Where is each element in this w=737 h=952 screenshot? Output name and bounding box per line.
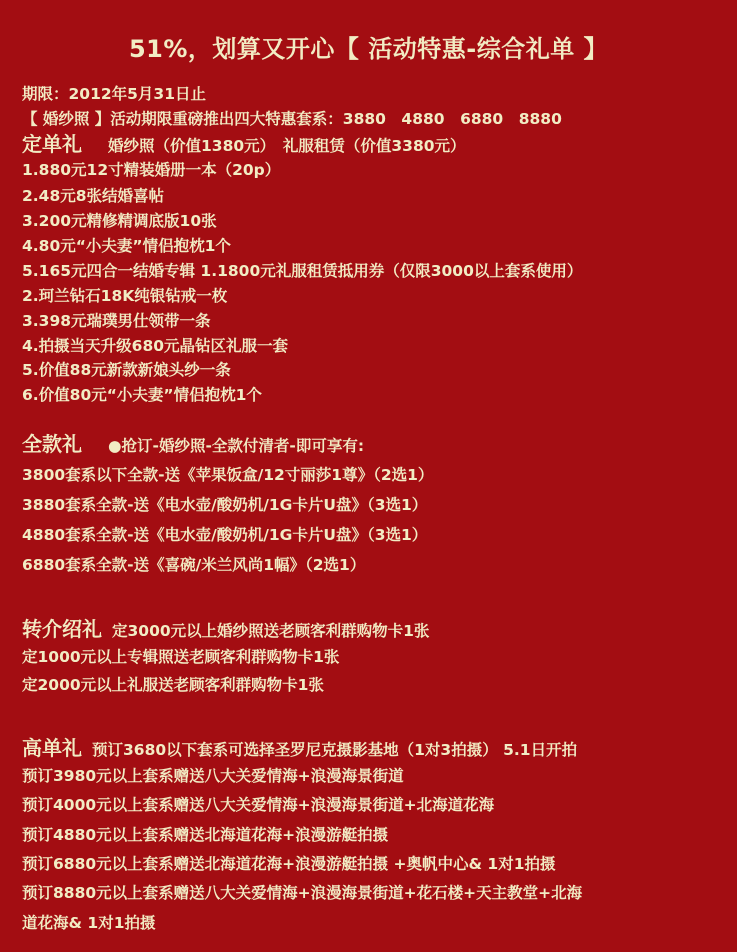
order-gift-header	[22, 134, 466, 156]
period-line: 期限：2012年5月31日止	[22, 85, 206, 103]
premium-gift-item: 道花海& 1对1拍摄	[22, 914, 156, 932]
full-payment-gift-item: 3880套系全款-送《电水壶/酸奶机/1G卡片U盘》（3选1）	[22, 496, 428, 514]
premium-gift-header	[22, 738, 577, 760]
referral-gift-heading: 转介绍礼	[22, 617, 102, 641]
referral-gift-item: 定2000元以上礼服送老顾客利群购物卡1张	[22, 676, 324, 694]
order-gift-item: 2.48元8张结婚喜帖	[22, 187, 165, 205]
order-gift-subtitle: 婚纱照（价值1380元） 礼服租赁（价值3380元）	[108, 137, 466, 155]
premium-gift-item: 预订6880元以上套系赠送北海道花海+浪漫游艇拍摄 +奥帆中心& 1对1拍摄	[22, 855, 556, 873]
full-payment-gift-header	[22, 434, 364, 456]
full-payment-gift-item: 4880套系全款-送《电水壶/酸奶机/1G卡片U盘》（3选1）	[22, 526, 428, 544]
full-payment-gift-subtitle: ●抢订-婚纱照-全款付清者-即可享有:	[108, 437, 365, 455]
full-payment-gift-item: 6880套系全款-送《喜碗/米兰风尚1幅》（2选1）	[22, 556, 366, 574]
premium-gift-item: 预订4880元以上套系赠送北海道花海+浪漫游艇拍摄	[22, 826, 389, 844]
referral-gift-subtitle: 定3000元以上婚纱照送老顾客利群购物卡1张	[112, 622, 430, 640]
order-gift-item: 3.398元瑞璞男仕领带一条	[22, 312, 211, 330]
premium-gift-item: 预订4000元以上套系赠送八大关爱情海+浪漫海景街道+北海道花海	[22, 796, 495, 814]
order-gift-item: 5.价值88元新款新娘头纱一条	[22, 361, 231, 379]
premium-gift-heading: 高单礼	[22, 736, 82, 760]
order-gift-item: 4.拍摄当天升级680元晶钻区礼服一套	[22, 337, 289, 355]
premium-gift-item: 预订8880元以上套系赠送八大关爱情海+浪漫海景街道+花石楼+天主教堂+北海	[22, 884, 583, 902]
order-gift-item: 4.80元“小夫妻”情侣抱枕1个	[22, 237, 231, 255]
order-gift-item: 6.价值80元“小夫妻”情侣抱枕1个	[22, 386, 262, 404]
order-gift-item: 1.880元12寸精装婚册一本（20p）	[22, 161, 281, 179]
page-title: 51%，划算又开心【 活动特惠-综合礼单 】	[128, 35, 609, 63]
premium-gift-subtitle: 预订3680以下套系可选择圣罗尼克摄影基地（1对3拍摄） 5.1日开拍	[92, 741, 578, 759]
full-payment-gift-item: 3800套系以下全款-送《苹果饭盒/12寸丽莎1尊》（2选1）	[22, 466, 434, 484]
promo-line: 【 婚纱照 】活动期限重磅推出四大特惠套系：3880 4880 6880 8880	[22, 110, 562, 128]
premium-gift-item: 预订3980元以上套系赠送八大关爱情海+浪漫海景街道	[22, 767, 404, 785]
order-gift-item: 3.200元精修精调底版10张	[22, 212, 217, 230]
referral-gift-item: 定1000元以上专辑照送老顾客利群购物卡1张	[22, 648, 340, 666]
referral-gift-header	[22, 619, 429, 641]
full-payment-gift-heading: 全款礼	[22, 432, 82, 456]
order-gift-item: 5.165元四合一结婚专辑 1.1800元礼服租赁抵用券（仅限3000以上套系使用）	[22, 262, 583, 280]
order-gift-item: 2.珂兰钻石18K纯银钻戒一枚	[22, 287, 228, 305]
order-gift-heading: 定单礼	[22, 132, 82, 156]
